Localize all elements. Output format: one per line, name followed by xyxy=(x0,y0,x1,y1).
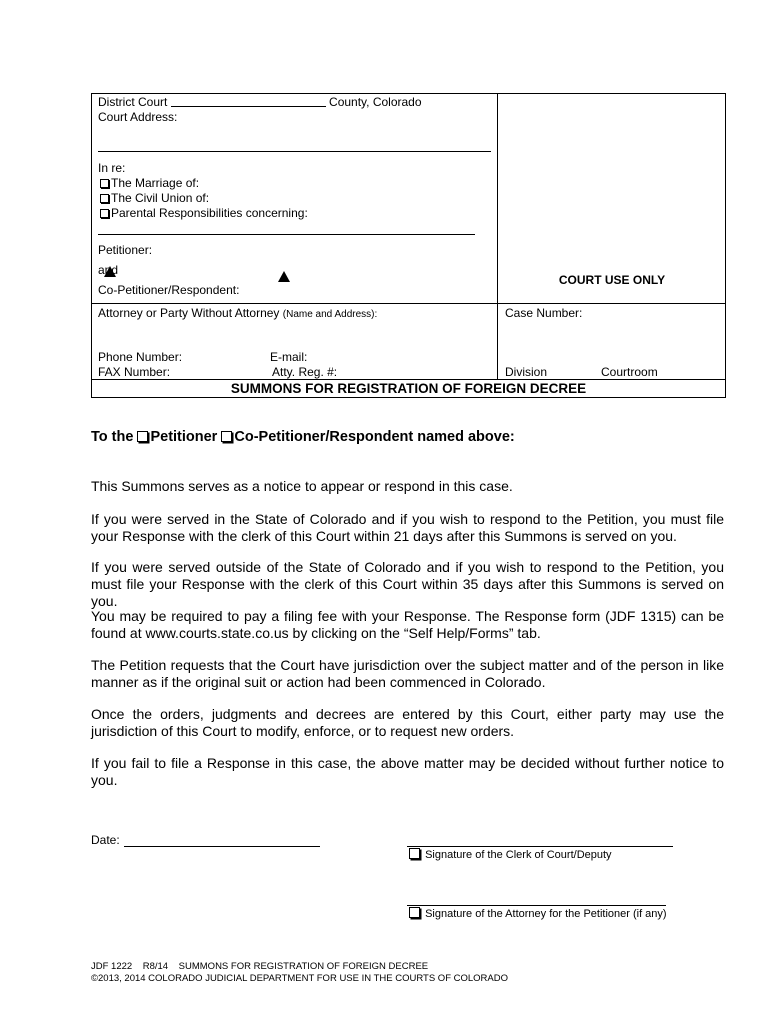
caption-divider-vertical xyxy=(497,93,498,380)
email-label: E-mail: xyxy=(270,350,308,364)
attorney-signature-label: Signature of the Attorney for the Petitioner (if any) xyxy=(425,908,667,920)
atty-reg-label: Atty. Reg. #: xyxy=(272,365,338,379)
court-use-only: COURT USE ONLY xyxy=(558,273,666,287)
paragraph-fail-to-file: If you fail to file a Response in this case, the above matter may be decided without further notice to you. xyxy=(91,755,724,788)
triangle-left-icon xyxy=(104,266,116,277)
courtroom-label: Courtroom xyxy=(601,365,658,379)
checkbox-attorney[interactable] xyxy=(409,907,420,918)
checkbox-co-petitioner[interactable] xyxy=(221,431,232,442)
division-label: Division xyxy=(505,365,548,379)
checkbox-marriage[interactable] xyxy=(100,179,109,188)
county-blank[interactable] xyxy=(171,95,326,107)
case-number-label: Case Number: xyxy=(505,306,583,320)
attorney-signature-caption xyxy=(409,907,667,921)
court-line xyxy=(98,95,422,110)
paragraph-orders: Once the orders, judgments and decrees are entered by this Court, either party may use the jurisdiction of this Court to modify, enforce, or to request new orders. xyxy=(91,706,724,739)
court-line-suffix: County, Colorado xyxy=(329,95,422,109)
addressee-line xyxy=(91,428,515,446)
paragraph-notice: This Summons serves as a notice to appear or respond in this case. xyxy=(91,478,513,494)
caption-divider-upper xyxy=(91,303,726,304)
footer-line2: ©2013, 2014 COLORADO JUDICIAL DEPARTMENT FOR USE IN THE COURTS OF COLORADO xyxy=(91,973,509,984)
triangle-right-icon xyxy=(278,271,290,282)
court-address-line[interactable] xyxy=(98,151,491,152)
checkbox-civil-union[interactable] xyxy=(100,194,109,203)
in-re-label: In re: xyxy=(98,161,126,175)
clerk-signature-label: Signature of the Clerk of Court/Deputy xyxy=(425,849,612,861)
attorney-label: Attorney or Party Without Attorney xyxy=(98,306,280,320)
date-label: Date: xyxy=(91,833,120,847)
form-title: SUMMONS FOR REGISTRATION OF FOREIGN DECREE xyxy=(230,381,587,396)
option-parental-label: Parental Responsibilities concerning: xyxy=(111,206,308,220)
option-marriage-label: The Marriage of: xyxy=(111,176,200,190)
date-line[interactable] xyxy=(124,846,320,847)
addressee-prefix: To the xyxy=(91,429,134,445)
attorney-note: (Name and Address): xyxy=(282,309,378,320)
phone-label: Phone Number: xyxy=(98,350,183,364)
footer-line1: JDF 1222 R8/14 SUMMONS FOR REGISTRATION OF FOREIGN DECREE xyxy=(91,961,429,972)
option-parental[interactable] xyxy=(100,206,308,221)
option-marriage[interactable] xyxy=(100,176,199,191)
court-line-prefix: District Court xyxy=(98,95,168,109)
addressee-option1: Petitioner xyxy=(150,429,218,445)
checkbox-parental[interactable] xyxy=(100,209,109,218)
option-civil-union[interactable] xyxy=(100,191,209,206)
clerk-signature-caption xyxy=(409,848,612,862)
caption-table xyxy=(91,93,726,398)
paragraph-served-colorado: If you were served in the State of Colorado and if you wish to respond to the Petition, you must file your Response with the clerk of this Court within 21 days after this Summons is served on you. xyxy=(91,511,724,544)
clerk-signature-line[interactable] xyxy=(407,846,673,847)
checkbox-petitioner[interactable] xyxy=(137,431,148,442)
paragraph-filing-fee: You may be required to pay a filing fee with your Response. The Response form (JDF 1315) can be found at www.courts.state.co.us by clicking on the “Self Help/Forms” tab. xyxy=(91,608,724,641)
fax-label: FAX Number: xyxy=(98,365,171,379)
paragraph-served-outside: If you were served outside of the State of Colorado and if you wish to respond to the Petition, you must file your Response with the clerk of this Court within 35 days after this Summons is served on you. xyxy=(91,559,724,609)
attorney-line xyxy=(98,306,377,322)
parties-line[interactable] xyxy=(98,234,475,235)
respondent-label: Co-Petitioner/Respondent: xyxy=(98,283,240,297)
checkbox-clerk[interactable] xyxy=(409,848,420,859)
paragraph-jurisdiction: The Petition requests that the Court have jurisdiction over the subject matter and of the person in like manner as if the original suit or action had been commenced in Colorado. xyxy=(91,657,724,690)
option-civil-union-label: The Civil Union of: xyxy=(111,191,210,205)
addressee-option2: Co-Petitioner/Respondent named above: xyxy=(234,429,515,445)
and-label: and xyxy=(98,263,119,277)
court-address-label: Court Address: xyxy=(98,110,178,124)
petitioner-label: Petitioner: xyxy=(98,243,153,257)
attorney-signature-line[interactable] xyxy=(407,905,666,906)
